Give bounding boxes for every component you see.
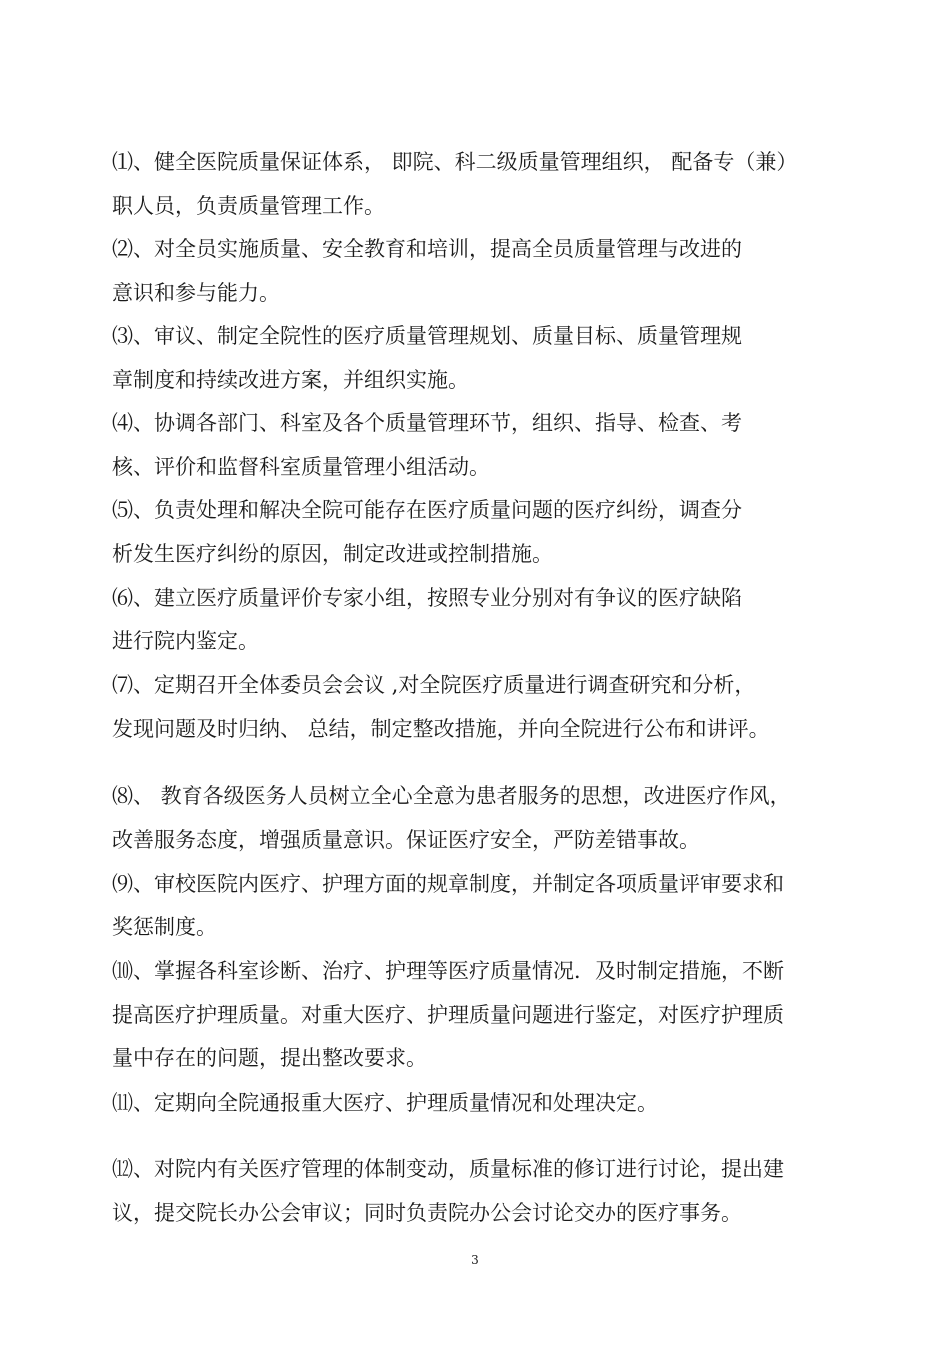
item-6-line-1: ⑹、建立医疗质量评价专家小组，按照专业分别对有争议的医疗缺陷	[112, 586, 742, 610]
item-2-line-2: 意识和参与能力。	[112, 281, 280, 305]
item-5-line-1: ⑸、负责处理和解决全院可能存在医疗质量问题的医疗纠纷，调查分	[112, 498, 742, 522]
item-7-line-2: 发现问题及时归纳、 总结，制定整改措施，并向全院进行公布和讲评。	[112, 717, 770, 741]
item-11-line-1: ⑾、定期向全院通报重大医疗、护理质量情况和处理决定。	[112, 1091, 658, 1115]
item-7-line-1: ⑺、定期召开全体委员会会议 ,对全院医疗质量进行调查研究和分析，	[112, 673, 756, 697]
item-8-line-2: 改善服务态度，增强质量意识。保证医疗安全，严防差错事故。	[112, 828, 700, 852]
item-2-line-1: ⑵、对全员实施质量、安全教育和培训，提高全员质量管理与改进的	[112, 237, 742, 261]
item-9-line-2: 奖惩制度。	[112, 915, 217, 939]
item-10-line-1: ⑽、掌握各科室诊断、治疗、护理等医疗质量情况．及时制定措施，不断	[112, 959, 784, 983]
item-12-line-1: ⑿、对院内有关医疗管理的体制变动，质量标准的修订进行讨论，提出建	[112, 1157, 784, 1181]
item-1-line-2: 职人员，负责质量管理工作。	[112, 194, 385, 218]
item-8-line-1: ⑻、 教育各级医务人员树立全心全意为患者服务的思想，改进医疗作风，	[112, 784, 791, 808]
item-4-line-2: 核、评价和监督科室质量管理小组活动。	[112, 455, 490, 479]
item-10-line-3: 量中存在的问题，提出整改要求。	[112, 1046, 427, 1070]
page-number: 3	[471, 1253, 479, 1267]
item-6-line-2: 进行院内鉴定。	[112, 629, 259, 653]
item-3-line-1: ⑶、审议、制定全院性的医疗质量管理规划、质量目标、质量管理规	[112, 324, 742, 348]
item-3-line-2: 章制度和持续改进方案，并组织实施。	[112, 368, 469, 392]
item-9-line-1: ⑼、审校医院内医疗、护理方面的规章制度，并制定各项质量评审要求和	[112, 872, 784, 896]
item-12-line-2: 议，提交院长办公会审议；同时负责院办公会讨论交办的医疗事务。	[112, 1201, 742, 1225]
item-5-line-2: 析发生医疗纠纷的原因，制定改进或控制措施。	[112, 542, 553, 566]
item-1-line-1: ⑴、健全医院质量保证体系， 即院、科二级质量管理组织， 配备专（兼）	[112, 150, 798, 174]
item-4-line-1: ⑷、协调各部门、科室及各个质量管理环节，组织、指导、检查、考	[112, 411, 742, 435]
item-10-line-2: 提高医疗护理质量。对重大医疗、护理质量问题进行鉴定，对医疗护理质	[112, 1003, 784, 1027]
